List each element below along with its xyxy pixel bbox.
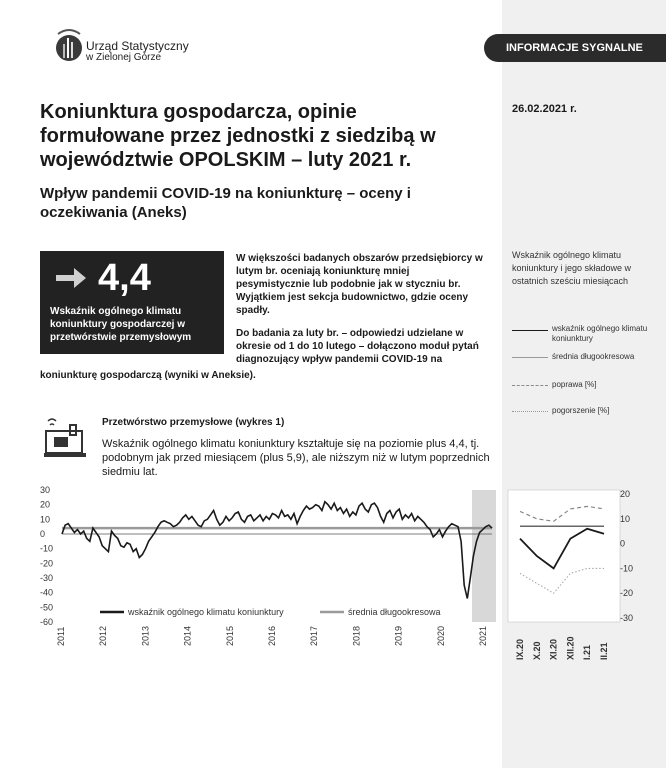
signal-banner: INFORMACJE SYGNALNE xyxy=(484,34,666,62)
y-tick-label: -20 xyxy=(40,558,54,569)
legend-label: średnia długookresowa xyxy=(552,352,635,361)
kpi-box xyxy=(40,251,224,354)
page-subtitle: Wpływ pandemii COVID-19 na koniunkturę – oceny i oczekiwania (Aneks) xyxy=(40,185,411,221)
y-tick-label: -50 xyxy=(40,602,54,613)
intro-paragraph-2: Do badania za luty br. – odpowiedzi udzielane w okresie od 1 do 10 lutego – dołączono moduł pytań diagnozujący wpływ pandemii COVID-19 na xyxy=(236,328,479,365)
x-tick-label: 2012 xyxy=(98,625,109,646)
y-tick-label: 0 xyxy=(40,529,46,539)
y-tick-label: -30 xyxy=(40,573,54,583)
y-tick-label: -10 xyxy=(40,543,54,554)
x-tick-label: IX.20 xyxy=(515,638,525,660)
y-tick-label: -30 xyxy=(620,613,634,623)
x-tick-label: 2013 xyxy=(140,625,151,646)
legend-label: poprawa [%] xyxy=(552,380,597,389)
gus-logo-icon xyxy=(54,24,84,75)
section-title: Przetwórstwo przemysłowe (wykres 1) xyxy=(102,417,285,428)
intro-paragraph-1: W większości badanych obszarów przedsiębiorcy w lutym br. oceniają koniunkturę mniej pesymistycznie lub podobnie jak w styczniu br. Wyjątkiem jest sekcja budownictwo, gdzie oceny spadły. xyxy=(236,253,483,316)
y-tick-label: -40 xyxy=(40,587,54,598)
x-tick-label: X.20 xyxy=(531,641,542,660)
page-title: Koniunktura gospodarcza, opinie formułowane przez jednostki z siedzibą w województwie OPOLSKIM – luty 2021 r. xyxy=(40,101,436,171)
x-tick-label: II.21 xyxy=(599,642,609,660)
org-name xyxy=(86,40,189,64)
y-tick-label: -10 xyxy=(620,563,634,574)
y-tick-label: 0 xyxy=(620,538,626,549)
side-chart xyxy=(502,484,662,684)
x-tick-label: XII.20 xyxy=(565,636,576,660)
org-line2: w Zielonej Górze xyxy=(86,52,162,63)
x-tick-label: 2011 xyxy=(56,626,66,646)
side-plot-area xyxy=(508,490,620,622)
x-tick-label: 2016 xyxy=(267,625,277,646)
legend-label: pogorszenie [%] xyxy=(552,406,610,415)
y-tick-label: -60 xyxy=(40,617,54,627)
x-tick-label: 2017 xyxy=(309,625,320,646)
kpi-description: Wskaźnik ogólnego klimatu koniunktury gospodarczej w przetwórstwie przemysłowym xyxy=(50,306,192,343)
x-tick-label: XI.20 xyxy=(548,638,559,660)
kpi-value: 4,4 xyxy=(98,257,151,299)
x-tick-label: 2019 xyxy=(393,625,404,646)
main-chart xyxy=(0,484,500,654)
x-tick-label: 2014 xyxy=(182,625,193,646)
legend-label: wskaźnik ogólnego klimatu koniunktury xyxy=(552,324,648,343)
intro-paragraph-2-end: koniunkturę gospodarczą (wyniki w Aneksie). xyxy=(40,370,256,381)
series-line-indicator xyxy=(62,502,492,599)
x-tick-label: 2020 xyxy=(435,625,446,646)
factory-icon xyxy=(42,417,88,468)
x-tick-label: 2021 xyxy=(478,625,488,646)
legend-label-indicator: wskaźnik ogólnego klimatu koniunktury xyxy=(128,607,284,617)
y-tick-label: 30 xyxy=(40,485,51,495)
y-tick-label: 10 xyxy=(40,514,51,525)
x-tick-label: 2018 xyxy=(351,625,362,646)
side-chart-title: Wskaźnik ogólnego klimatu koniunktury i jego składowe w ostatnich sześciu miesiącach xyxy=(512,250,632,286)
y-tick-label: -20 xyxy=(620,588,634,599)
y-tick-label: 20 xyxy=(40,499,51,510)
publication-date: 26.02.2021 r. xyxy=(512,103,577,115)
org-line1: Urząd Statystyczny xyxy=(86,39,189,53)
x-tick-label: I.21 xyxy=(582,644,593,660)
y-tick-label: 20 xyxy=(620,489,631,499)
section-text: Wskaźnik ogólnego klimatu koniunktury kształtuje się na poziomie plus 4,4, tj. podobnym jak przed miesiącem (plus 5,9), ale niższym niż w lutym poprzednich siedmiu lat. xyxy=(102,438,490,478)
y-tick-label: 10 xyxy=(620,513,631,524)
arrow-right-icon xyxy=(54,265,88,296)
x-tick-label: 2015 xyxy=(224,625,235,646)
current-period-band xyxy=(472,490,496,622)
legend-label-average: średnia długookresowa xyxy=(348,607,441,617)
